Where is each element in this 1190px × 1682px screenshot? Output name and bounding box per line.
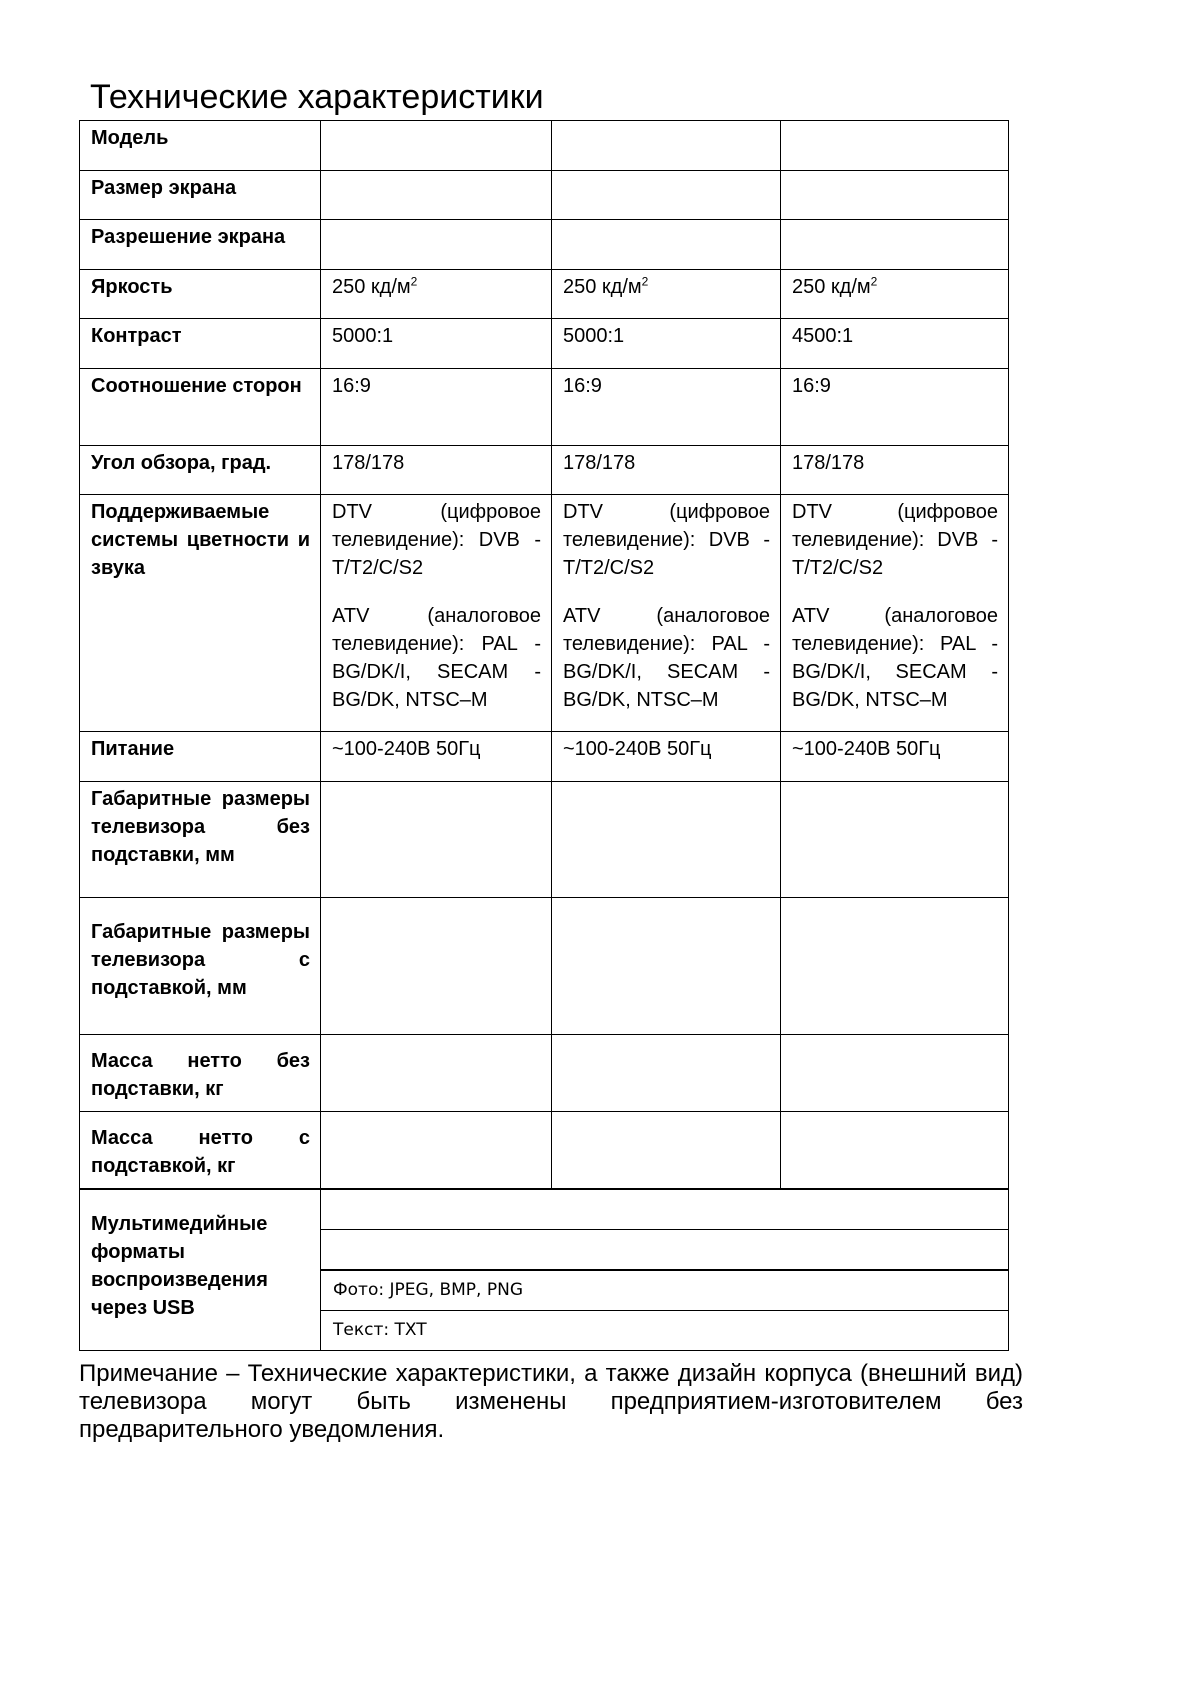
atv-text: ATV (аналоговое телевидение): PAL - BG/DK/I, SECAM - BG/DK, NTSC–M: [792, 605, 998, 711]
multimedia-line-text: Текст: TXT: [321, 1310, 1009, 1350]
row-label: Разрешение экрана: [80, 220, 321, 270]
table-row-power: [80, 732, 1009, 782]
row-label: Габаритные размеры телевизора без подставки, мм: [80, 782, 321, 898]
table-cell: [552, 1112, 781, 1189]
table-cell: [781, 270, 1009, 319]
table-cell: [781, 898, 1009, 1035]
row-label: Контраст: [80, 319, 321, 369]
atv-text: ATV (аналоговое телевидение): PAL - BG/DK/I, SECAM - BG/DK, NTSC–M: [563, 605, 770, 711]
superscript: 2: [410, 274, 418, 289]
note-text: Примечание – Технические характеристики, а также дизайн корпуса (внешний вид) телевизора могут быть изменены предприятием-изготовителем без предварительного уведомления.: [79, 1360, 1023, 1443]
row-label: Габаритные размеры телевизора с подставкой, мм: [80, 898, 321, 1035]
brightness-value: 250 кд/м: [563, 276, 642, 298]
table-cell: [552, 121, 781, 171]
table-cell: 16:9: [781, 369, 1009, 446]
row-label: Угол обзора, град.: [80, 446, 321, 495]
table-row-contrast: [80, 319, 1009, 369]
multimedia-line: [321, 1189, 1009, 1230]
dtv-text: DTV (цифровое телевидение): DVB - T/T2/C/S2: [792, 501, 998, 579]
table-cell: [552, 782, 781, 898]
row-label: Мультимедийные форматы воспроизведения через USB: [80, 1189, 321, 1351]
row-label: Поддерживаемые системы цветности и звука: [80, 495, 321, 732]
dtv-text: DTV (цифровое телевидение): DVB - T/T2/C/S2: [563, 501, 770, 579]
row-label: Модель: [80, 121, 321, 171]
table-cell: 4500:1: [781, 319, 1009, 369]
table-row-weight-without-stand: [80, 1035, 1009, 1112]
table-cell: ~100-240В 50Гц: [552, 732, 781, 782]
table-row-weight-with-stand: [80, 1112, 1009, 1189]
row-label: Яркость: [80, 270, 321, 319]
table-cell: 5000:1: [321, 319, 552, 369]
table-cell: [321, 270, 552, 319]
table-cell: [321, 898, 552, 1035]
table-cell: [552, 220, 781, 270]
brightness-value: 250 кд/м: [792, 276, 871, 298]
table-cell: [321, 782, 552, 898]
table-cell: [321, 171, 552, 220]
dtv-text: DTV (цифровое телевидение): DVB - T/T2/C/S2: [332, 501, 541, 579]
row-label: Питание: [80, 732, 321, 782]
row-label: Масса нетто с подставкой, кг: [80, 1112, 321, 1189]
specifications-table: [79, 120, 1009, 1351]
table-row-dimensions-with-stand: [80, 898, 1009, 1035]
table-row-color-systems: [80, 495, 1009, 732]
table-cell: [321, 220, 552, 270]
superscript: 2: [870, 274, 878, 289]
table-cell: 16:9: [552, 369, 781, 446]
table-cell: ~100-240В 50Гц: [321, 732, 552, 782]
table-cell: [781, 220, 1009, 270]
table-row-brightness: [80, 270, 1009, 319]
table-row-screen-resolution: [80, 220, 1009, 270]
table-cell: 5000:1: [552, 319, 781, 369]
multimedia-line: [321, 1229, 1009, 1270]
table-cell: [552, 270, 781, 319]
table-cell: [552, 898, 781, 1035]
table-cell: [781, 1035, 1009, 1112]
row-label: Масса нетто без подставки, кг: [80, 1035, 321, 1112]
table-cell: ~100-240В 50Гц: [781, 732, 1009, 782]
table-cell: 178/178: [781, 446, 1009, 495]
table-cell: [321, 121, 552, 171]
table-cell: [321, 1035, 552, 1112]
brightness-value: 250 кд/м: [332, 276, 411, 298]
table-cell: 178/178: [552, 446, 781, 495]
page-title: Технические характеристики: [90, 78, 544, 116]
table-cell: [552, 171, 781, 220]
table-cell: [781, 495, 1009, 732]
table-row-screen-size: [80, 171, 1009, 220]
multimedia-line-photo: Фото: JPEG, BMP, PNG: [321, 1270, 1009, 1311]
table-cell: [321, 1112, 552, 1189]
row-label: Соотношение сторон: [80, 369, 321, 446]
table-cell: [781, 1112, 1009, 1189]
table-row-dimensions-without-stand: [80, 782, 1009, 898]
table-row-viewing-angle: [80, 446, 1009, 495]
row-label: Размер экрана: [80, 171, 321, 220]
table-row-aspect-ratio: [80, 369, 1009, 446]
table-cell: [781, 171, 1009, 220]
atv-text: ATV (аналоговое телевидение): PAL - BG/DK/I, SECAM - BG/DK, NTSC–M: [332, 605, 541, 711]
table-cell: [781, 782, 1009, 898]
superscript: 2: [641, 274, 649, 289]
table-cell: 178/178: [321, 446, 552, 495]
table-row-multimedia: [80, 1189, 1009, 1230]
table-cell: 16:9: [321, 369, 552, 446]
table-cell: [552, 495, 781, 732]
table-cell: [781, 121, 1009, 171]
table-cell: [321, 495, 552, 732]
table-row-model: [80, 121, 1009, 171]
table-cell: [552, 1035, 781, 1112]
